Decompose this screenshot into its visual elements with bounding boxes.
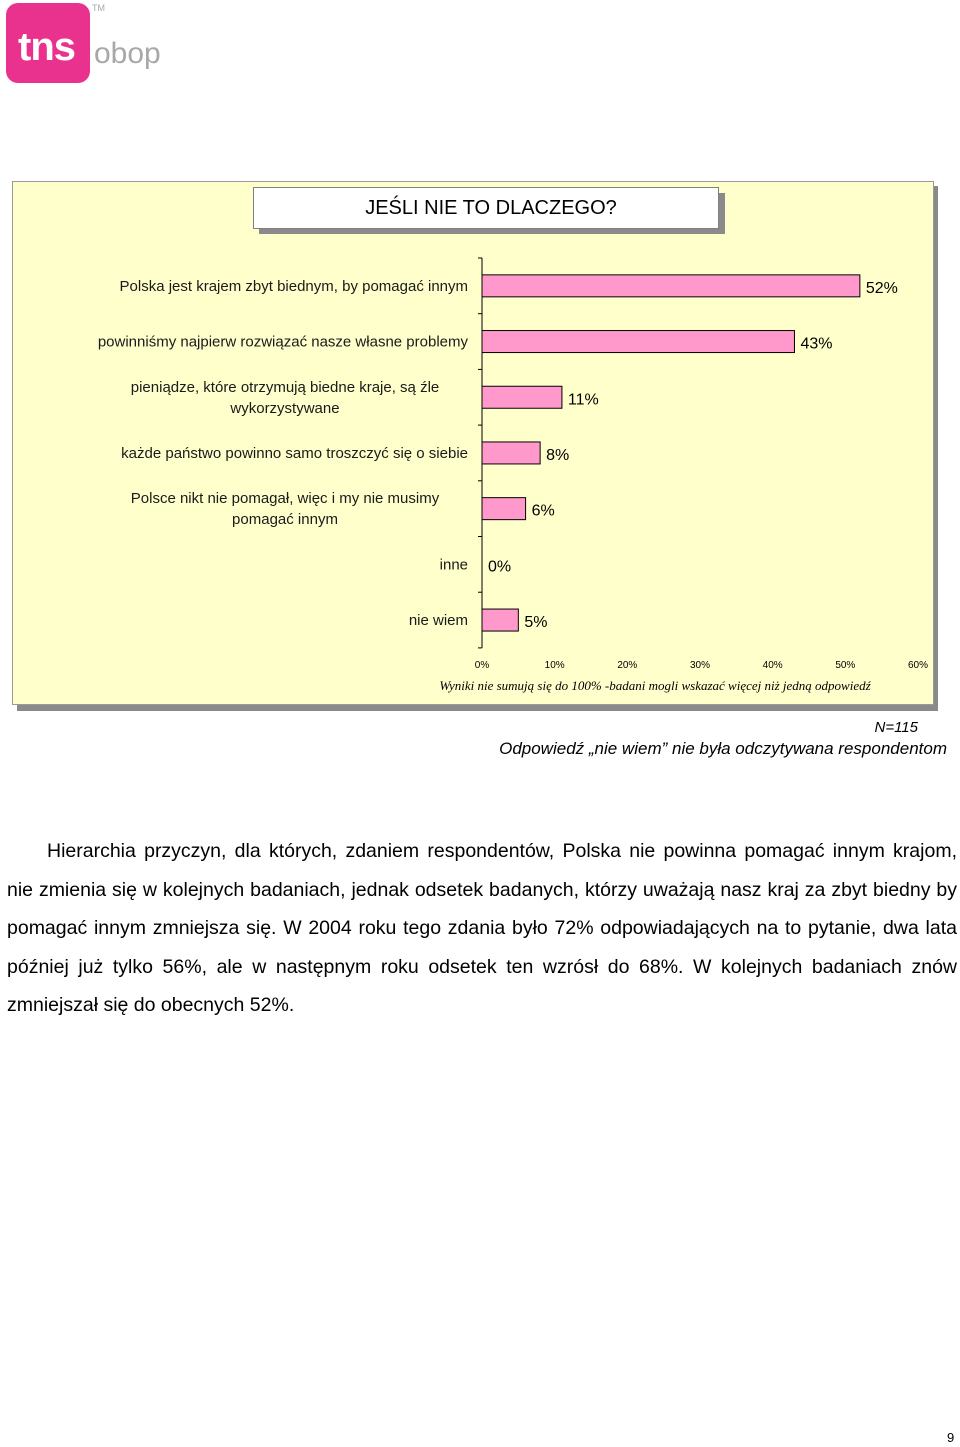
category-label: pieniądze, które otrzymują biedne kraje, są źle bbox=[130, 378, 440, 396]
category-label: Polska jest krajem zbyt biednym, by pomagać innym bbox=[119, 277, 468, 295]
x-tick-label: 30% bbox=[689, 660, 711, 671]
bar-value-label: 0% bbox=[488, 558, 512, 576]
category-label: wykorzystywane bbox=[230, 399, 340, 417]
bar bbox=[482, 498, 526, 520]
body-paragraph bbox=[7, 832, 957, 1025]
page-number: 9 bbox=[947, 1430, 955, 1445]
bar-value-label: 8% bbox=[546, 446, 570, 464]
paragraph-text: Hierarchia przyczyn, dla których, zdaniem respondentów, Polska nie powinna pomagać innym krajom, nie zmienia się w kolejnych badaniach, jednak odsetek badanych, którzy uważają nasz kraj za zbyt biedny by pomagać innym zmniejsza się. W 2004 roku tego zdania było 72% odpowiadających na to pytanie, dwa lata później już tylko 56%, ale w następnym roku odsetek ten wzrósł do 68%. W kolejnych badaniach znów zmniejszał się do obecnych 52%. bbox=[7, 840, 957, 1016]
bar-chart bbox=[0, 0, 960, 720]
bar-value-label: 43% bbox=[800, 335, 833, 353]
bar-value-label: 52% bbox=[865, 279, 898, 297]
bar bbox=[482, 275, 860, 297]
dont-know-note: Odpowiedź „nie wiem” nie była odczytywana respondentom bbox=[499, 739, 947, 758]
category-label: inne bbox=[439, 556, 468, 574]
bar bbox=[482, 442, 540, 464]
x-tick-label: 50% bbox=[835, 660, 856, 671]
sample-size: N=115 bbox=[874, 719, 918, 736]
x-tick-label: 40% bbox=[762, 660, 783, 671]
bar bbox=[482, 609, 518, 631]
chart-title: JEŚLI NIE TO DLACZEGO? bbox=[365, 196, 617, 219]
bar bbox=[482, 331, 794, 353]
category-label: każde państwo powinno samo troszczyć się o siebie bbox=[121, 444, 468, 462]
bar bbox=[482, 386, 562, 408]
bar-value-label: 5% bbox=[524, 614, 548, 632]
bar-value-label: 6% bbox=[531, 502, 555, 520]
logo-brand: tns bbox=[18, 25, 75, 69]
x-tick-label: 0% bbox=[474, 660, 490, 671]
x-tick-label: 20% bbox=[617, 660, 638, 671]
category-label: Polsce nikt nie pomagał, więc i my nie musimy bbox=[130, 490, 440, 508]
bar-value-label: 11% bbox=[567, 391, 599, 409]
category-label: powinniśmy najpierw rozwiązać nasze własne problemy bbox=[97, 333, 468, 351]
category-label: nie wiem bbox=[408, 612, 468, 630]
x-tick-label: 60% bbox=[907, 660, 929, 671]
x-tick-label: 10% bbox=[544, 660, 565, 671]
logo-trademark: TM bbox=[92, 3, 105, 13]
category-label: pomagać innym bbox=[232, 511, 338, 529]
chart-note: Wyniki nie sumują się do 100% -badani mogli wskazać więcej niż jedną odpowiedź bbox=[439, 678, 871, 693]
logo-sub: obop bbox=[94, 37, 161, 70]
